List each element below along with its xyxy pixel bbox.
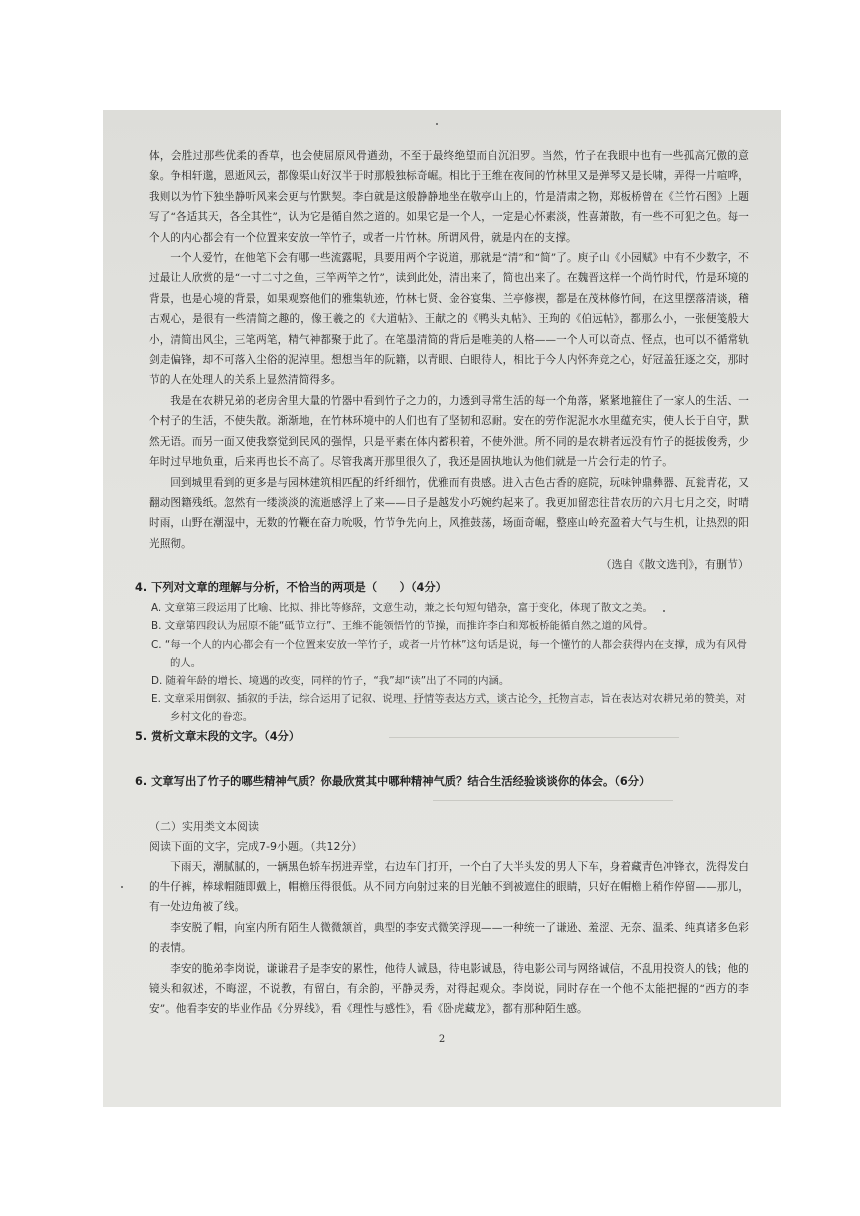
option-d: D. 随着年龄的增长、境遇的改变，同样的竹子，“我”却“读”出了不同的内涵。	[151, 674, 510, 687]
passage-paragraph-3: 李安的脆弟李岗说，谦谦君子是李安的累性，他待人诚恳，待电影诚恳，待电影公司与网络诚信，不乱用投资人的钱；他的镜头和叙述，不晦涩，不说教，有留白，有余韵，平静灵秀，对得起观众。李岗说，同时存在一个他不太能把握的“西方的李安”。他看李安的毕业作品《分界线》，看《理性与感性》，看《卧虎藏龙》，都有那种陌生感。	[149, 962, 749, 1016]
page-number: 2	[438, 1034, 446, 1045]
question-4-stem: 4. 下列对文章的理解与分析，不恰当的两项是（ ）（4分）	[135, 581, 448, 595]
source-note: （选自《散文选刊》，有删节）	[600, 558, 749, 572]
speck	[436, 123, 438, 125]
question-6: 6. 文章写出了竹子的哪些精神气质？你最欣赏其中哪种精神气质？结合生活经验谈谈你的体会。（6分）	[135, 774, 651, 788]
passage-paragraph-1: 下雨天，潮腻腻的，一辆黑色轿车拐进弄堂，右边车门打开，一个白了大半头发的男人下车，身着藏青色冲锋衣，洗得发白的牛仔裤，棒球帽随即戴上，帽檐压得很低。从不同方向射过来的目光触不到被遮住的眼睛，只好在帽檐上稍作停留——那儿，有一处边角被了线。	[149, 860, 749, 914]
essay-paragraph-1: 体，会胜过那些优柔的香草，也会使屈原风骨遒劲，不至于最终绝望而自沉汨罗。当然，竹子在我眼中也有一些孤高冗傲的意象。争相轩邈，恩逝风云，都像渠山好汉半于时那般独标奇崛。相比于王维在夜间的竹林里又是弹琴又是长啸，弄得一片喧哗，我则以为竹下独坐静听风来会更与竹默契。李白就是这般静静地坐在敬亭山上的，竹是清肃之物，郑板桥曾在《兰竹石图》上题写了“各适其天，各全其性”，认为它是循自然之道的。如果它是一个人，一定是心怀素淡，性喜萧散，有一些不可犯之色。每一个人的内心都会有一个位置来安放一竿竹子，或者一片竹林。所谓风骨，就是内在的支撑。	[149, 150, 749, 244]
passage-paragraph-2: 李安脱了帽，向室内所有陌生人微微颔首，典型的李安式微笑浮现——一种统一了谦逊、羞涩、无奈、温柔、纯真诸多色彩的表情。	[149, 921, 749, 955]
section-instruction: 阅读下面的文字，完成7-9小题。（共12分）	[149, 839, 363, 853]
article-body	[135, 146, 749, 1020]
option-e: E. 文章采用倒叙、插叙的手法，综合运用了记叙、说理、抒情等表达方式，谈古论今，托物言志，旨在表达对农耕兄弟的赞美，对乡村文化的眷恋。	[151, 693, 747, 724]
answer-space	[149, 746, 749, 772]
option-a: A. 文章第三段运用了比喻、比拟、排比等修辞，文意生动，兼之长句短句错杂，富于变化，体现了散文之美。	[151, 602, 653, 615]
option-c: C. “每一个人的内心都会有一个位置来安放一竿竹子，或者一片竹林”这句话是说，每一个懂竹的人都会获得内在支撑，成为有风骨的人。	[151, 638, 748, 669]
question-5: 5. 赏析文章末段的文字。（4分）	[135, 729, 301, 743]
option-b: B. 文章第四段认为屈原不能“砥节立行”、王维不能领悟竹的节操，而推许李白和郑板桥能循自然之道的风骨。	[151, 620, 654, 633]
answer-space	[149, 791, 749, 817]
scanned-page	[103, 110, 781, 1107]
essay-paragraph-2: 一个人爱竹，在他笔下会有哪一些流露呢，具要用两个字说道，那就是“清”和“简”了。庾子山《小园赋》中有不少数字，不过最让人欣赏的是“一寸二寸之鱼，三竿两竿之竹”，读到此处，清出来了，简也出来了。在魏晋这样一个尚竹时代，竹是环境的背景，也是心境的背景，如果观察他们的雅集轨迹，竹林七贤、金谷宴集、兰亭修禊，都是在茂林修竹间，在这里摆落清谈，稽古观心，是很有一些清简之趣的，像王羲之的《大道帖》、王献之的《鸭头丸帖》、王珣的《伯远帖》，都那么小，一张便笺般大小，清简出风尘，三笔两笔，精气神都聚于此了。在笔墨清简的背后是唯美的人格——一个人可以奇点、怪点，也可以不循常轨剑走偏锋，却不可落入尘俗的泥淖里。想想当年的阮籍，以青眼、白眼待人，相比于今人内怀奔竞之心，好冠盖狂逐之交，那时节的人在处理人的关系上显然清简得多。	[149, 252, 749, 387]
essay-paragraph-4: 回到城里看到的更多是与园林建筑相匹配的纤纤细竹，优雅而有贵感。进入古色古香的庭院，玩味钟鼎彝器、瓦瓮青花，又翻动图籍残纸。忽然有一缕淡淡的流逝感浮上了来——日子是越发小巧婉约起来了。我更加留恋往昔农历的六月七月之交，时晴时雨，山野在潮湿中，无数的竹鞭在奋力吮吸，竹节争先向上，风推鼓荡，场面奇崛，整座山岭充盈着大气与生机，让热烈的阳光照彻。	[149, 476, 749, 550]
question-4-options	[151, 599, 749, 726]
speck	[121, 886, 123, 888]
essay-paragraph-3: 我是在农耕兄弟的老房舍里大量的竹器中看到竹子之力的，力透到寻常生活的每一个角落，紧紧地箍住了一家人的生活、一个村子的生活，不使失散。渐渐地，在竹林环境中的人们也有了坚韧和忍耐。安在的劳作泥泥水水里蕴充实，使人长于自守，默然无语。而另一面又使我察觉到民风的强悍，只是平素在体内蓄积着，不使外泄。所不同的是农耕者远没有竹子的挺拔俊秀，少年时过早地负重，后来再也长不高了。尽管我离开那里很久了，我还是固执地认为他们就是一片会行走的竹子。	[149, 394, 749, 469]
section-heading: （二）实用类文本阅读	[149, 819, 259, 833]
